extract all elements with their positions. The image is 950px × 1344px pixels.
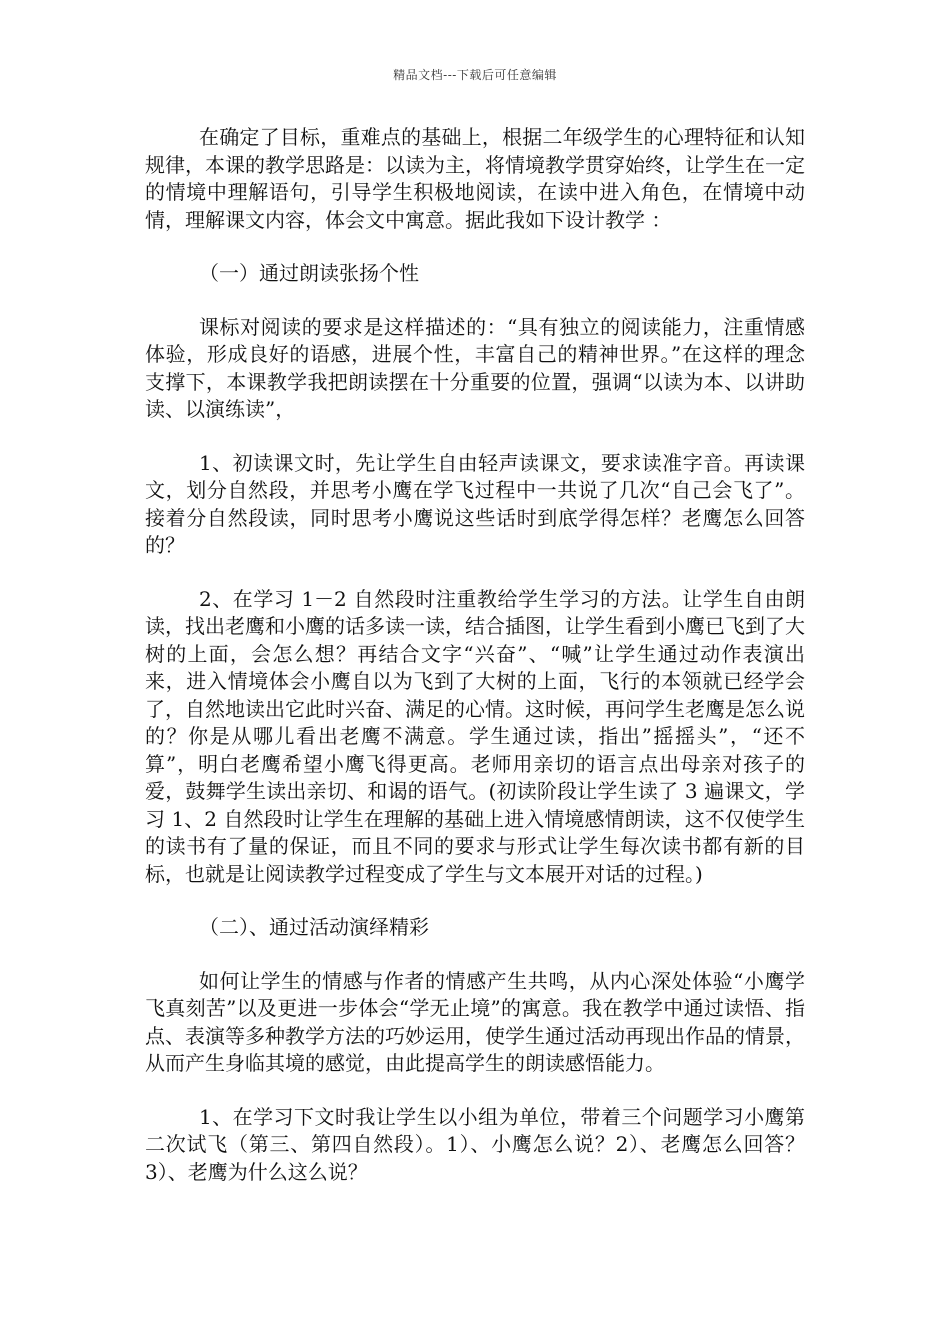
- paragraph-group-study: 1、在学习下文时我让学生以小组为单位，带着三个问题学习小鹰第二次试飞（第三、第四自然段）。1）、小鹰怎么说？2）、老鹰怎么回答？3）、老鹰为什么这么说？: [145, 1104, 805, 1184]
- paragraph-curriculum-standard: 课标对阅读的要求是这样描述的：“具有独立的阅读能力，注重情感体验，形成良好的语感，进展个性，丰富自己的精神世界。”在这样的理念支撑下，本课教学我把朗读摆在十分重要的位置，强调“以读为本、以讲助读、以演练读”，: [145, 314, 805, 421]
- section-heading-reading: （一）通过朗读张扬个性: [199, 261, 419, 285]
- paragraph-teaching-approach: 在确定了目标，重难点的基础上，根据二年级学生的心理特征和认知规律，本课的教学思路是：以读为主，将情境教学贯穿始终，让学生在一定的情境中理解语句，引导学生积极地阅读，在读中进入角色，在情境中动情，理解课文内容，体会文中寓意。据此我如下设计教学 ：: [145, 125, 805, 232]
- section-heading-activities: （二）、通过活动演绎精彩: [199, 915, 429, 939]
- page-header: 精品文档---下载后可任意编辑: [393, 68, 557, 82]
- document-body: [145, 124, 805, 1212]
- paragraph-first-reading: 1、初读课文时，先让学生自由轻声读课文，要求读准字音。再读课文，划分自然段，并思考小鹰在学飞过程中一共说了几次“自己会飞了”。接着分自然段读，同时思考小鹰说这些话时到底学得怎样？老鹰怎么回答的？: [145, 450, 805, 557]
- paragraph-paragraphs-1-2: 2、在学习 1－2 自然段时注重教给学生学习的方法。让学生自由朗读，找出老鹰和小鹰的话多读一读，结合插图，让学生看到小鹰已飞到了大树的上面，会怎么想？再结合文字“兴奋”、“喊”让学生通过动作表演出来，进入情境体会小鹰自以为飞到了大树的上面，飞行的本领就已经学会了，自然地读出它此时兴奋、满足的心情。这时候，再问学生老鹰是怎么说的？你是从哪儿看出老鹰不满意。学生通过读，指出”摇摇头”，“还不算”，明白老鹰希望小鹰飞得更高。老师用亲切的语言点出母亲对孩子的爱，鼓舞学生读出亲切、和谒的语气。(初读阶段让学生读了 3 遍课文，学习 1、2 自然段时让学生在理解的基础上进入情境感情朗读，这不仅使学生的读书有了量的保证，而且不同的要求与形式让学生每次读书都有新的目标，也就是让阅读教学过程变成了学生与文本展开对话的过程。): [145, 586, 805, 886]
- paragraph-empathy: 如何让学生的情感与作者的情感产生共鸣，从内心深处体验“小鹰学飞真刻苦”以及更进一步体会“学无止境”的寓意。我在教学中通过读悟、指点、表演等多种教学方法的巧妙运用，使学生通过活动再现出作品的情景，从而产生身临其境的感觉，由此提高学生的朗读感悟能力。: [145, 968, 805, 1075]
